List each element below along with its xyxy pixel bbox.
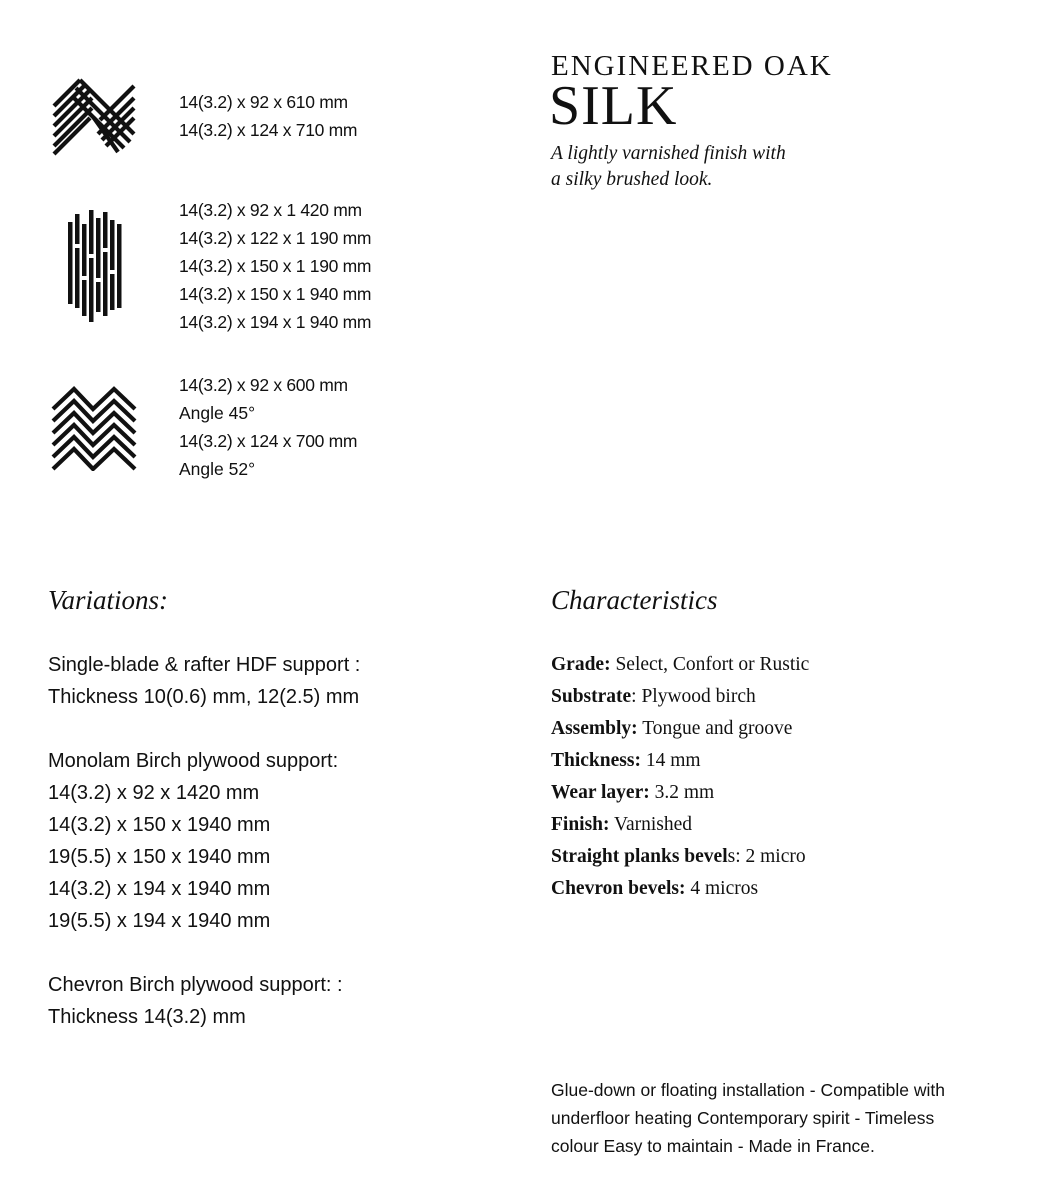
characteristic-row bbox=[551, 841, 809, 873]
characteristic-label: Straight planks bevel bbox=[551, 846, 728, 867]
chevron-dimensions bbox=[179, 371, 357, 483]
characteristic-label: Thickness: bbox=[551, 750, 641, 771]
straight-planks-pattern-icon bbox=[50, 210, 138, 322]
dimension-line: 14(3.2) x 194 x 1 940 mm bbox=[179, 312, 372, 332]
straight-dimensions bbox=[179, 196, 371, 336]
variation-line: 14(3.2) x 194 x 1940 mm bbox=[48, 878, 271, 900]
tagline-line: a silky brushed look. bbox=[551, 169, 713, 190]
characteristic-row bbox=[551, 745, 809, 777]
variation-block bbox=[48, 969, 360, 1033]
characteristic-label: Chevron bevels: bbox=[551, 878, 686, 899]
characteristic-value: 3.2 mm bbox=[649, 782, 715, 803]
variation-line: Thickness 14(3.2) mm bbox=[48, 1006, 246, 1028]
characteristic-row bbox=[551, 809, 809, 841]
characteristic-row bbox=[551, 713, 809, 745]
dimension-line: 14(3.2) x 150 x 1 940 mm bbox=[179, 284, 372, 304]
dimension-line: 14(3.2) x 92 x 610 mm bbox=[179, 92, 348, 112]
variation-title: Single-blade & rafter HDF support bbox=[48, 654, 350, 676]
characteristic-label: Wear layer: bbox=[551, 782, 650, 803]
characteristics-heading: Characteristics bbox=[551, 585, 718, 615]
variation-line: 19(5.5) x 150 x 1940 mm bbox=[48, 846, 271, 868]
product-name: SILK bbox=[549, 75, 678, 137]
variation-line: 14(3.2) x 150 x 1940 mm bbox=[48, 814, 271, 836]
characteristic-label: Grade: bbox=[551, 654, 611, 675]
dimension-line: 14(3.2) x 124 x 710 mm bbox=[179, 120, 358, 140]
characteristic-value: : Plywood birch bbox=[631, 686, 756, 707]
variation-line: 19(5.5) x 194 x 1940 mm bbox=[48, 910, 271, 932]
herringbone-dimensions bbox=[179, 88, 357, 144]
variation-title-suffix: : : bbox=[325, 974, 343, 996]
angle-line: Angle 52° bbox=[179, 459, 256, 479]
product-tagline bbox=[551, 141, 786, 193]
characteristic-row bbox=[551, 681, 809, 713]
variation-block bbox=[48, 649, 360, 713]
footer-note: Glue-down or floating installation - Compatible with underfloor heating Contemporary spirit - Timeless colour Easy to maintain - Made in France. bbox=[551, 1080, 945, 1156]
characteristic-value: 4 micros bbox=[685, 878, 759, 899]
dimension-line: 14(3.2) x 92 x 1 420 mm bbox=[179, 200, 362, 220]
characteristic-value: Select, Confort or Rustic bbox=[610, 654, 810, 675]
dimension-line: 14(3.2) x 124 x 700 mm bbox=[179, 431, 358, 451]
characteristic-value: 14 mm bbox=[640, 750, 701, 771]
herringbone-pattern-icon bbox=[50, 74, 138, 158]
variations-heading: Variations: bbox=[48, 585, 169, 615]
dimension-line: 14(3.2) x 150 x 1 190 mm bbox=[179, 256, 372, 276]
variation-line: Thickness 10(0.6) mm, 12(2.5) mm bbox=[48, 686, 360, 708]
characteristics-list bbox=[551, 649, 809, 905]
characteristic-row bbox=[551, 649, 809, 681]
dimension-line: 14(3.2) x 92 x 600 mm bbox=[179, 375, 348, 395]
characteristic-label: Substrate bbox=[551, 686, 632, 707]
variation-title-suffix: : bbox=[349, 654, 361, 676]
variation-title: Monolam Birch plywood support bbox=[48, 750, 333, 772]
chevron-pattern-icon bbox=[50, 385, 138, 471]
variation-title: Chevron Birch plywood support bbox=[48, 974, 326, 996]
characteristic-value: Tongue and groove bbox=[637, 718, 793, 739]
characteristic-label: Finish: bbox=[551, 814, 610, 835]
characteristic-row bbox=[551, 873, 809, 905]
variation-title-suffix: : bbox=[332, 750, 339, 772]
variation-block bbox=[48, 745, 360, 937]
characteristic-row bbox=[551, 777, 809, 809]
tagline-line: A lightly varnished finish with bbox=[551, 143, 786, 164]
dimension-line: 14(3.2) x 122 x 1 190 mm bbox=[179, 228, 372, 248]
characteristic-value: Varnished bbox=[609, 814, 693, 835]
characteristic-value: s: 2 micro bbox=[727, 846, 806, 867]
angle-line: Angle 45° bbox=[179, 403, 256, 423]
variation-line: 14(3.2) x 92 x 1420 mm bbox=[48, 782, 260, 804]
product-category: ENGINEERED OAK bbox=[551, 50, 833, 82]
characteristic-label: Assembly: bbox=[551, 718, 638, 739]
variations-list bbox=[48, 649, 360, 1065]
